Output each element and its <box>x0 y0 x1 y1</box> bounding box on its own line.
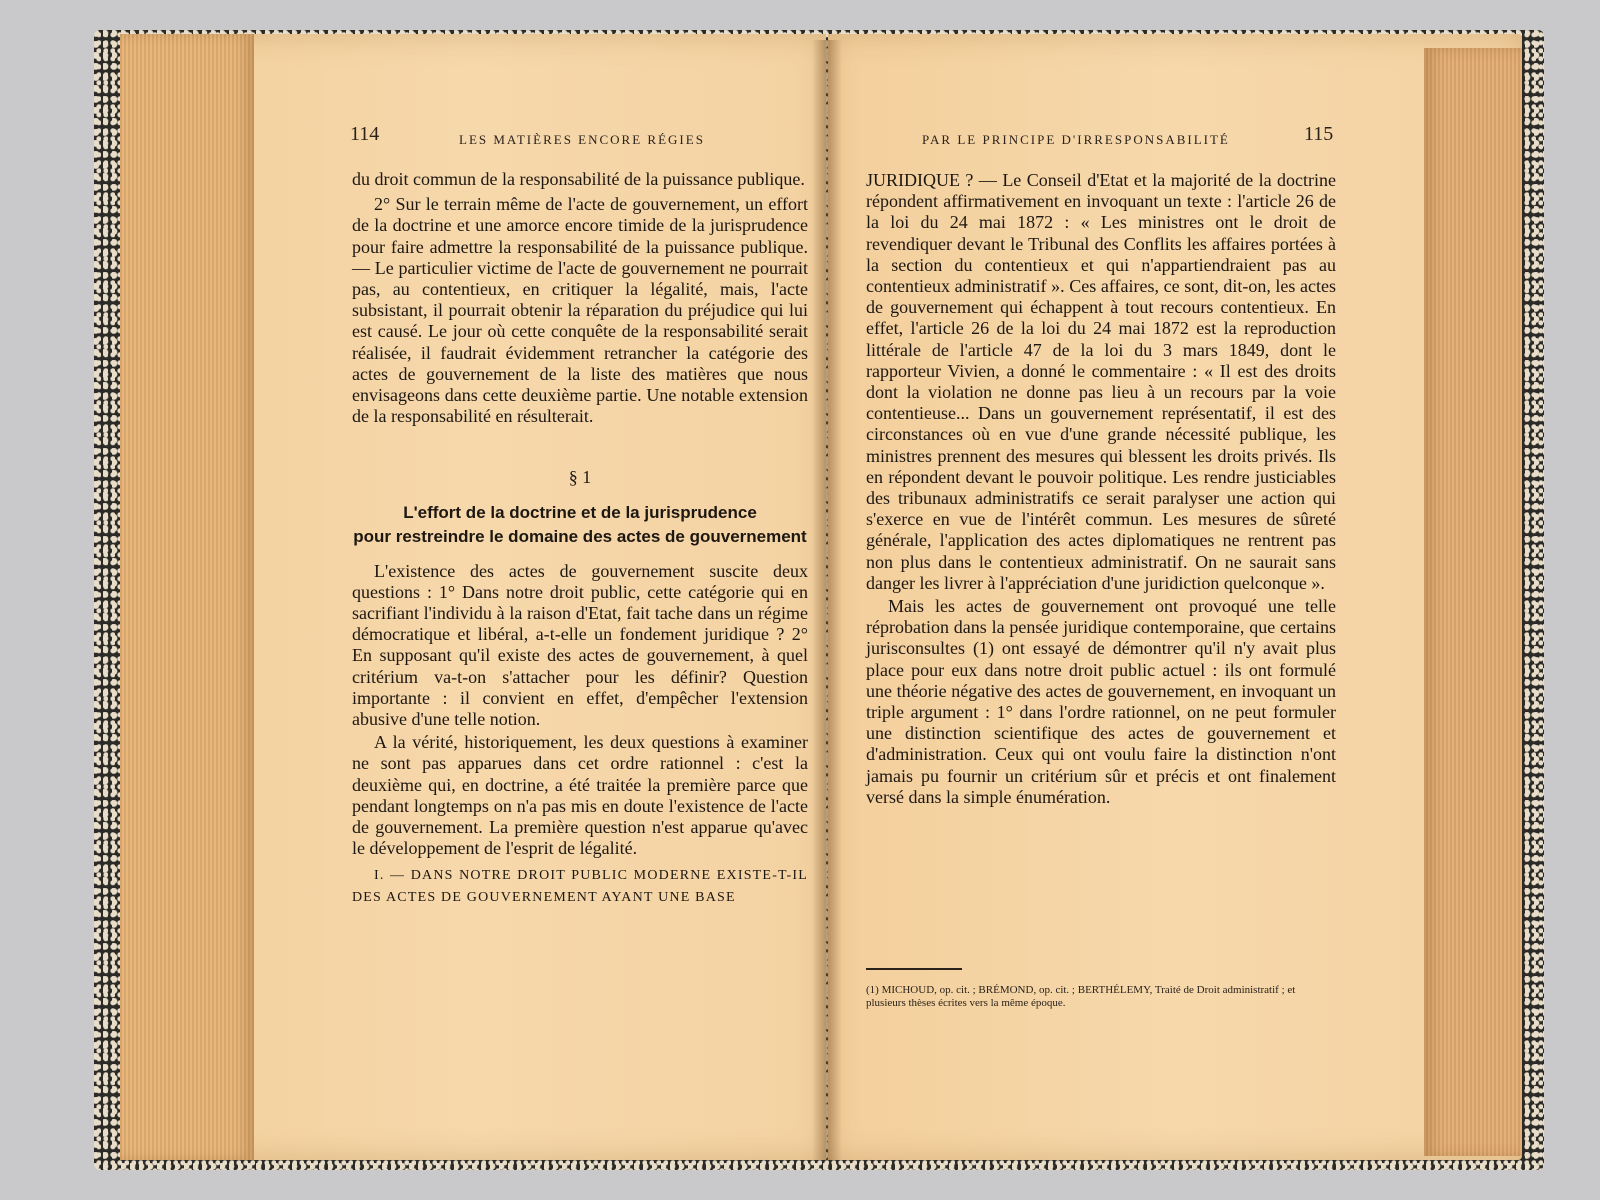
section-mark: § 1 <box>568 467 592 488</box>
left-subheading: I. — DANS NOTRE DROIT PUBLIC MODERNE EXISTE-T-IL DES ACTES DE GOUVERNEMENT AYANT UNE BASE <box>352 868 808 905</box>
right-page-number: 115 <box>1304 123 1334 145</box>
left-page-body <box>352 169 808 908</box>
right-page-body <box>866 170 1336 808</box>
left-paragraph-1: du droit commun de la responsabilité de la puissance publique. <box>352 169 805 189</box>
left-page-edges <box>120 34 254 1160</box>
right-paragraph-2: Mais les actes de gouvernement ont provoqué une telle réprobation dans la pensée juridique contemporaine, que certains jurisconsultes (1) ont essayé de démontrer qu'il n'y avait plus place pour eux dans notre droit public actuel : ils ont formulé une théorie négative des actes de gouvernement, en invoquant un triple argument : 1° dans l'ordre rationnel, on ne peut formuler une distinction scientifique des actes de gouvernement et d'administration. Ceux qui ont voulu faire la distinction n'ont jamais pu fournir un critérium sûr et précis et ont finalement versé dans la simple énumération. <box>866 596 1336 807</box>
book-gutter <box>812 40 842 1160</box>
footnote-rule <box>866 968 962 970</box>
left-page-number: 114 <box>350 123 380 145</box>
left-body-paragraph-2: A la vérité, historiquement, les deux questions à examiner ne sont pas apparues dans cet ordre rationnel : c'est la deuxième qui, en doctrine, a été traitée la première parce que pendant longtemps on n'a pas mis en doute l'existence de l'acte de gouvernement. La première question n'est apparue qu'avec le développement de l'esprit de légalité. <box>352 732 808 859</box>
section-title-line-1: L'effort de la doctrine et de la jurisprudence <box>403 502 757 522</box>
right-paragraph-1: JURIDIQUE ? — Le Conseil d'Etat et la majorité de la doctrine répondent affirmativement en invoquant un texte : l'article 26 de la loi du 24 mai 1872 : « Les ministres ont le droit de revendiquer devant le Tribunal des Conflits les affaires portées à la section du contentieux et qui n'appartiendraient pas au contentieux administratif ». Ces affaires, ce sont, dit-on, les actes de gouvernement qui échappent à tout recours contentieux. En effet, l'article 26 de la loi du 24 mai 1872 est la reproduction littérale de l'article 47 de la loi du 3 mars 1849, dont le rapporteur Vivien, a donné le commentaire : « Il est des droits dont la violation ne donne pas lieu à un recours par la voie contentieuse... Dans un gouvernement représentatif, il est des circonstances où en vue d'une grande nécessité publique, les ministres prennent des mesures qui blessent les droits privés. Ils en répondent devant le pouvoir politique. Les rendre justiciables des tribunaux administratifs ce serait paralyser une action qui s'exerce en vue de l'intérêt commun. Les mesures de sûreté générale, l'application des actes diplomatiques ne rentrent pas non plus dans le contentieux administratif. On ne saurait sans danger les livrer à l'appréciation d'une juridiction quelconque ». <box>866 170 1336 593</box>
right-page-edges <box>1424 48 1522 1156</box>
section-title-line-2: pour restreindre le domaine des actes de gouvernement <box>353 526 807 546</box>
left-running-head: LES MATIÈRES ENCORE RÉGIES <box>459 132 705 147</box>
footnote: (1) MICHOUD, op. cit. ; BRÉMOND, op. cit. ; BERTHÉLEMY, Traité de Droit administratif ; et plusieurs thèses écrites vers la même époque. <box>866 984 1296 1009</box>
left-paragraph-2: 2° Sur le terrain même de l'acte de gouvernement, un effort de la doctrine et une amorce encore timide de la jurisprudence pour faire admettre la responsabilité de la puissance publique. — Le particulier victime de l'acte de gouvernement ne pourrait pas, au contentieux, en critiquer la légalité, mais, l'acte subsistant, il pourrait obtenir la réparation du préjudice qui lui est causé. Le jour où cette conquête de la responsabilité serait réalisée, il faudrait évidemment retrancher la catégorie des actes de gouvernement de la liste des matières que nous envisageons dans cette deuxième partie. Une notable extension de la responsabilité en résulterait. <box>352 194 808 427</box>
right-running-head: PAR LE PRINCIPE D'IRRESPONSABILITÉ <box>922 132 1230 147</box>
left-body-paragraph-1: L'existence des actes de gouvernement suscite deux questions : 1° Dans notre droit public, cette catégorie qui en sacrifiant l'individu à la raison d'Etat, fait tache dans un régime démocratique et libéral, a-t-elle un fondement juridique ? 2° En supposant qu'il existe des actes de gouvernement, à quel critérium va-t-on s'attacher pour les définir? Question importante : il convient en effet, d'empêcher l'extension abusive d'une telle notion. <box>352 560 808 730</box>
